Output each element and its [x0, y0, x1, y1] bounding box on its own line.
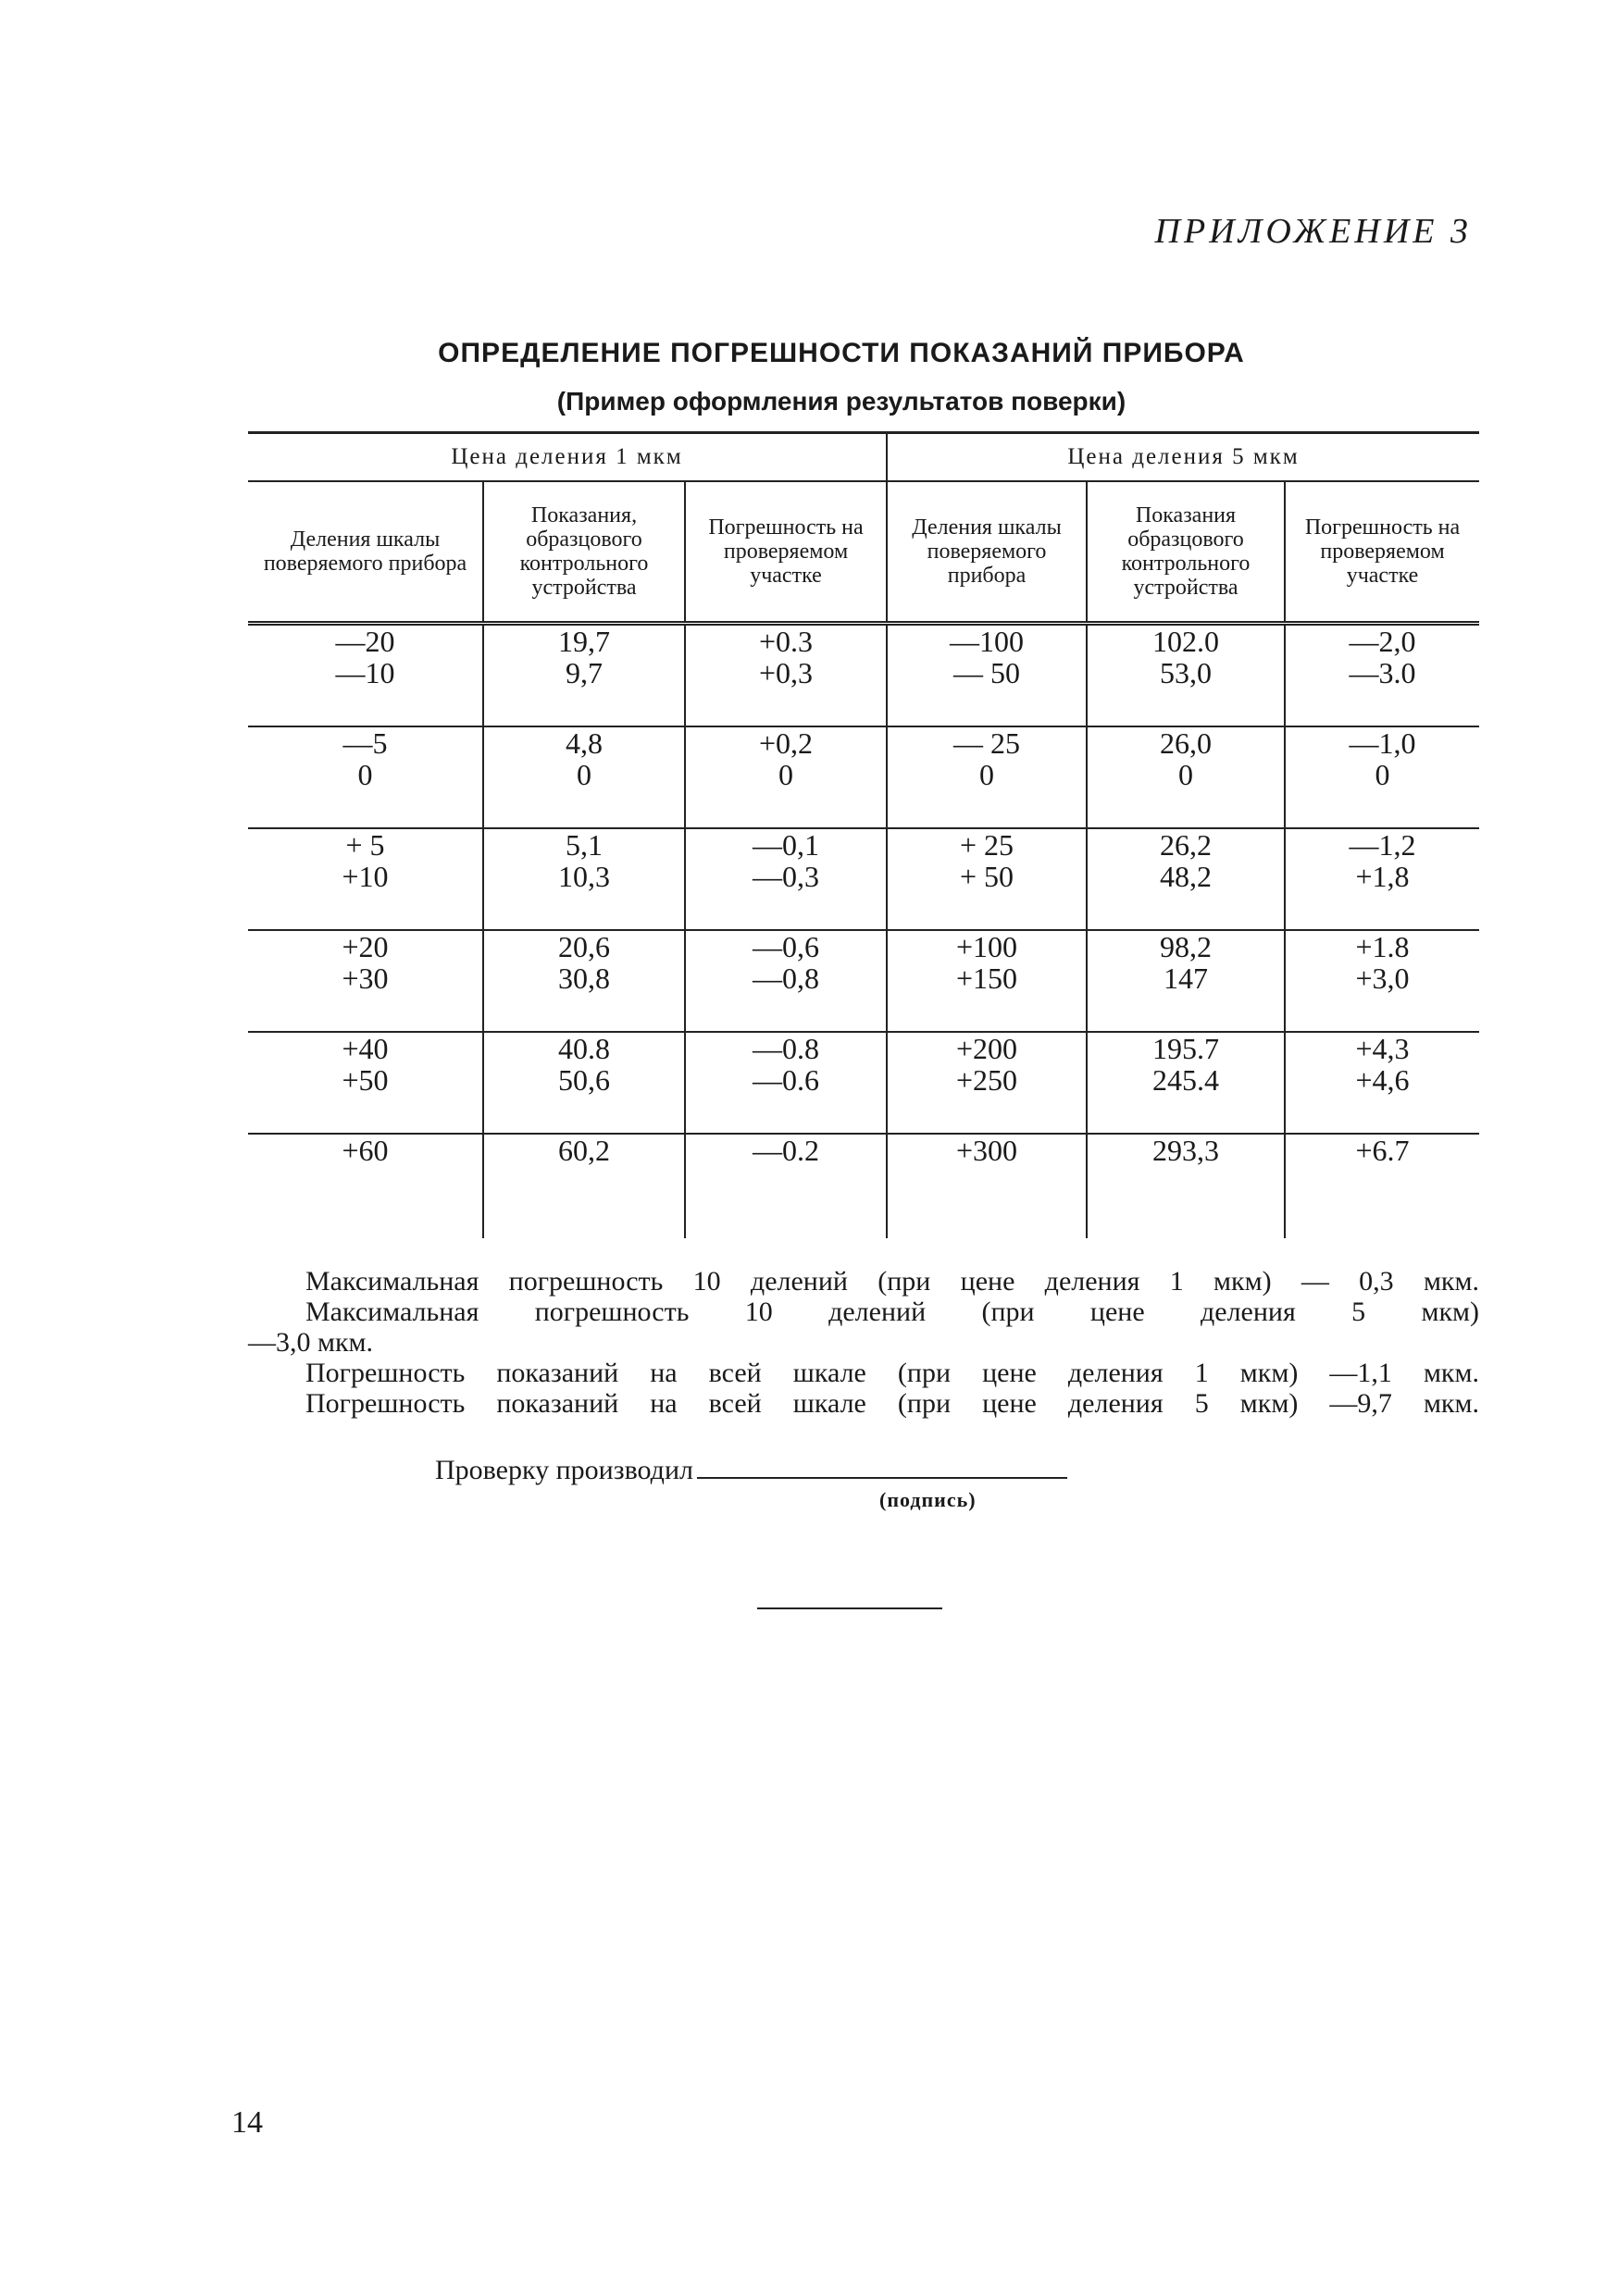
table-cell: 19,7 9,7 [483, 624, 685, 727]
appendix-label: ПРИЛОЖЕНИЕ 3 [1154, 212, 1472, 251]
table-cell: 40.8 50,6 [483, 1032, 685, 1134]
table-cell: 60,2 [483, 1134, 685, 1238]
note-line: Погрешность показаний на всей шкале (при цене деления 1 мкм) —1,1 мкм. [305, 1358, 1479, 1388]
column-header: Показания, образцового контрольного устройства [483, 481, 685, 624]
column-header: Погрешность на проверяемом участке [685, 481, 887, 624]
table-cell: +1.8 +3,0 [1285, 930, 1479, 1032]
note-line: Максимальная погрешность 10 делений (при цене деления 5 мкм) [305, 1297, 1479, 1327]
table-cell: 26,0 0 [1087, 726, 1285, 828]
signature-blank [697, 1468, 1067, 1479]
table-cell: 20,6 30,8 [483, 930, 685, 1032]
table-cell: 26,2 48,2 [1087, 828, 1285, 930]
table-cell: +300 [887, 1134, 1087, 1238]
table-cell: +200 +250 [887, 1032, 1087, 1134]
signature-line [435, 1455, 1067, 1486]
page-title: ОПРЕДЕЛЕНИЕ ПОГРЕШНОСТИ ПОКАЗАНИЙ ПРИБОРА [438, 338, 1245, 368]
table-cell: 102.0 53,0 [1087, 624, 1285, 727]
results-table [248, 431, 1479, 1238]
table-cell: +4,3 +4,6 [1285, 1032, 1479, 1134]
table-cell: +60 [342, 1134, 389, 1167]
table-cell: +100 +150 [887, 930, 1087, 1032]
signature-label: Проверку производил [435, 1455, 693, 1485]
table-cell: —0.8 —0.6 [685, 1032, 887, 1134]
column-header: Показания образцового контрольного устройства [1087, 481, 1285, 624]
signature-caption: (подпись) [879, 1488, 977, 1511]
table-cell: —2,0 —3.0 [1285, 624, 1479, 727]
table-column-header [248, 481, 1479, 624]
end-rule [757, 1607, 942, 1609]
notes [248, 1266, 1479, 1419]
table-cell: —0.2 [685, 1134, 887, 1238]
table-row [248, 726, 1479, 828]
table-cell: + 5 +10 [248, 828, 483, 930]
column-header: Погрешность на проверяемом участке [1285, 481, 1479, 624]
note-line: —3,0 мкм. [248, 1327, 374, 1358]
table-cell: +0,2 0 [685, 726, 887, 828]
note-line: Максимальная погрешность 10 делений (при цене деления 1 мкм) — 0,3 мкм. [305, 1266, 1479, 1297]
table-cell: +0.3 +0,3 [685, 624, 887, 727]
table-cell: 293,3 [1087, 1134, 1285, 1238]
table-cell: —100 — 50 [887, 624, 1087, 727]
table-row [248, 930, 1479, 1032]
table-cell: +40 +50 [248, 1032, 483, 1134]
table-cell: —1,0 0 [1285, 726, 1479, 828]
table-row [248, 624, 1479, 727]
table-cell: +6.7 [1285, 1134, 1479, 1238]
note-line: Погрешность показаний на всей шкале (при цене деления 5 мкм) —9,7 мкм. [305, 1388, 1479, 1419]
column-header: Деления шкалы поверяемого прибора [887, 481, 1087, 624]
table-cell: —0,6 —0,8 [685, 930, 887, 1032]
table-cell: + 25 + 50 [887, 828, 1087, 930]
table-group-header [248, 433, 1479, 482]
table-row [248, 1032, 1479, 1134]
table-cell: — 25 0 [887, 726, 1087, 828]
table-cell: +20 +30 [248, 930, 483, 1032]
table-row [248, 828, 1479, 930]
table-cell: —0,1 —0,3 [685, 828, 887, 930]
table-cell: —1,2 +1,8 [1285, 828, 1479, 930]
table-cell: 4,8 0 [483, 726, 685, 828]
table-cell: —20 —10 [248, 624, 483, 727]
table-cell: 98,2 147 [1087, 930, 1285, 1032]
table-cell: —5 0 [248, 726, 483, 828]
page-number: 14 [231, 2105, 263, 2140]
table-row [248, 1134, 1479, 1238]
table-cell: 195.7 245.4 [1087, 1032, 1285, 1134]
group-1-mkm: Цена деления 1 мкм [248, 433, 887, 482]
column-header: Деления шкалы поверяемого прибора [248, 481, 483, 624]
table-cell: 5,1 10,3 [483, 828, 685, 930]
group-5-mkm: Цена деления 5 мкм [887, 433, 1479, 482]
page-subtitle: (Пример оформления результатов поверки) [556, 387, 1126, 416]
